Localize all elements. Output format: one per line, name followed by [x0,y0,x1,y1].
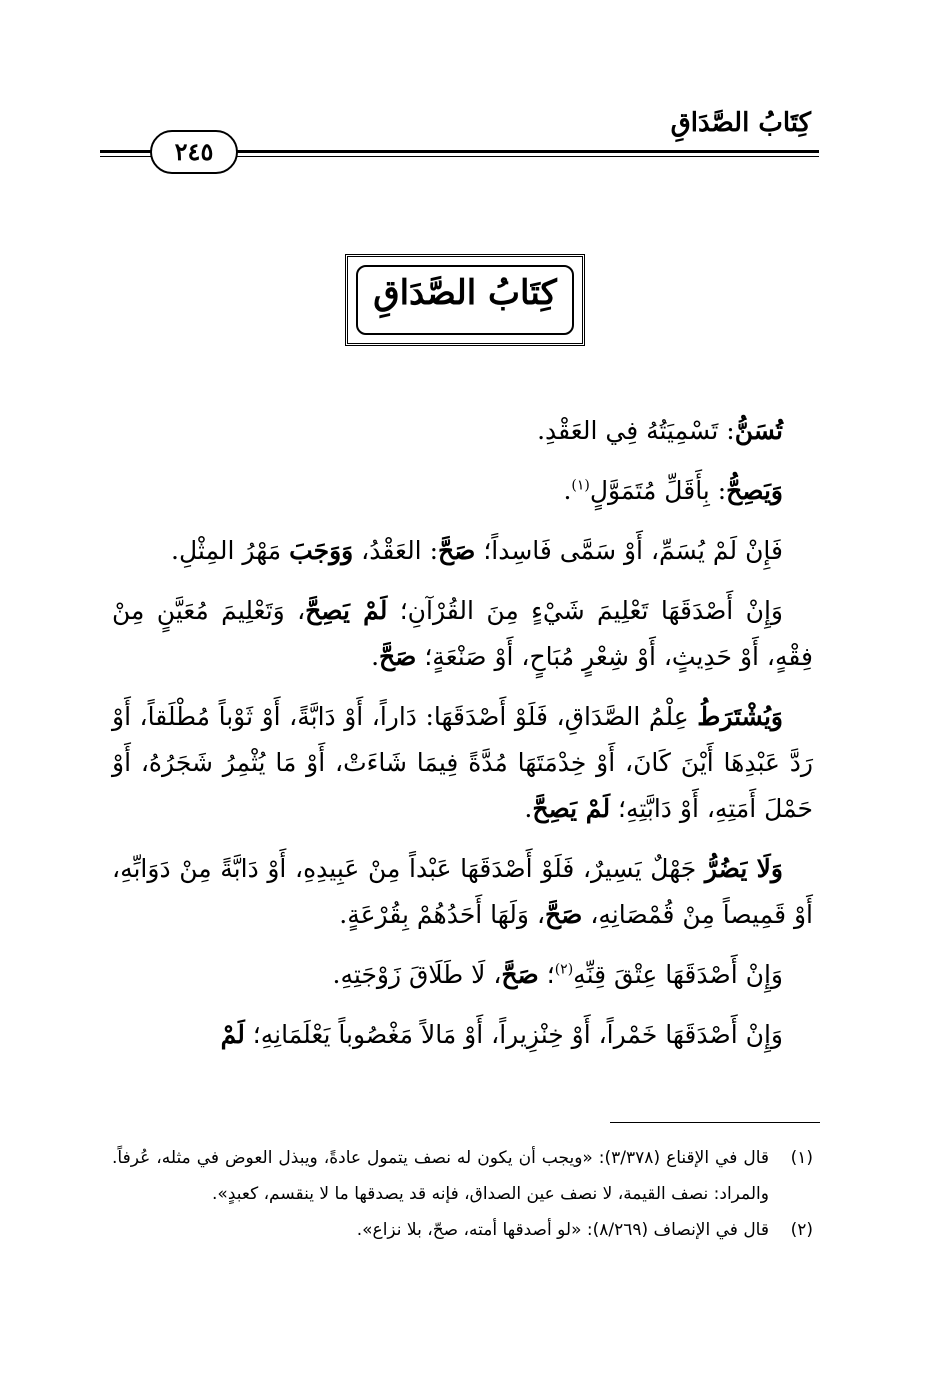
paragraph [112,952,813,998]
text-run: : العَقْدُ، [353,536,438,565]
footnote-number: (١) [790,1148,813,1168]
footnotes [112,1140,813,1248]
footnote-text: قال في الإنصاف (٨/٢٦٩): «لو أصدقها أمته، صحّ، بلا نزاع». [356,1220,769,1240]
footnote [112,1140,813,1212]
bold-term: صَحَّ [501,960,539,989]
text-run: وَإِنْ أَصْدَقَهَا تَعْلِيمَ شَيْءٍ مِنَ القُرْآنِ؛ [387,596,783,625]
paragraph [112,846,813,938]
bold-term: وَيُشْتَرَطُ [697,702,783,731]
footnote-text: قال في الإقناع (٣/٣٧٨): «ويجب أن يكون له نصف يتمول عادةً، ويبذل العوض في مثله، عُرفاً. والمراد: نصف القيمة، لا نصف عين الصداق، فإنه قد يصدقها ما لا ينقسم، كعبدٍ». [112,1148,770,1204]
text-run: جَهْلٌ يَسِيرٌ، فَلَوْ أَصْدَقَهَا عَبْداً مِنْ عَبِيدِهِ، أَوْ دَابَّةً مِنْ دَوَابِّهِ، أَوْ قَمِيصاً مِنْ قُمْصَانِهِ، [112,854,813,929]
text-run: وَإِنْ أَصْدَقَهَا خَمْراً، أَوْ خِنْزِيراً، أَوْ مَالاً مَغْصُوباً يَعْلَمَانِهِ؛ [244,1020,783,1049]
footnote-ref: (١) [571,477,590,494]
text-run: ؛ [538,960,555,989]
bold-term: وَلَا يَضُرُّ [704,854,784,883]
paragraph [112,468,813,514]
chapter-title: كِتَابُ الصَّدَاقِ [373,273,557,313]
text-run: . [524,794,533,823]
footnote-ref: (٢) [554,961,574,978]
running-header: كِتَابُ الصَّدَاقِ [670,108,811,138]
page-number: ٢٤٥ [150,130,238,174]
text-run: ، وَتَعْلِيمَ مُعَيَّنٍ مِنْ فِقْهٍ، أَوْ حَدِيثٍ، أَوْ شِعْرٍ مُبَاحٍ، أَوْ صَنْعَةٍ؛ [112,596,813,671]
paragraph [112,588,813,680]
bold-term: وَيَصِحُّ [726,476,783,505]
paragraph [112,694,813,832]
bold-term: صَحَّ [545,900,583,929]
text-run: ، لَا طَلَاقَ زَوْجَتِهِ. [332,960,502,989]
paragraph [112,528,813,574]
bold-term: لَمْ [220,1020,245,1049]
text-run: . [563,476,572,505]
chapter-title-frame [345,254,585,346]
bold-term: صَحَّ [379,642,417,671]
main-text [112,408,813,1072]
text-run: . [371,642,380,671]
bold-term: لَمْ يَصِحَّ [532,794,611,823]
bold-term: لَمْ يَصِحَّ [305,596,388,625]
footnote-separator [610,1122,820,1123]
text-run: ، وَلَهَا أَحَدُهُمْ بِقُرْعَةٍ. [339,900,546,929]
footnote [112,1212,813,1248]
bold-term: تُسَنُّ [734,416,783,445]
text-run: : تَسْمِيَتُهُ فِي العَقْدِ. [537,416,735,445]
bold-term: صَحَّ [438,536,476,565]
text-run: وَإِنْ أَصْدَقَهَا عِتْقَ قِنِّهِ [573,960,783,989]
text-run: فَإِنْ لَمْ يُسَمِّ، أَوْ سَمَّى فَاسِداً؛ [475,536,783,565]
footnote-number: (٢) [790,1220,813,1240]
bold-term: وَوَجَبَ [289,536,354,565]
text-run: : بِأَقَلِّ مُتَمَوَّلٍ [589,476,727,505]
paragraph [112,408,813,454]
text-run: مَهْرُ المِثْلِ. [171,536,290,565]
text-run: عِلْمُ الصَّدَاقِ، فَلَوْ أَصْدَقَهَا: دَاراً، أَوْ دَابَّةً، أَوْ ثَوْباً مُطْلَقاً، أَوْ رَدَّ عَبْدِهَا أَيْنَ كَانَ، أَوْ خِدْمَتَهَا مُدَّةً فِيمَا شَاءَتْ، أَوْ مَا يُثْمِرُ شَجَرُهُ، أَوْ حَمْلَ أَمَتِهِ، أَوْ دَابَّتِهِ؛ [112,702,813,823]
paragraph [112,1012,813,1058]
